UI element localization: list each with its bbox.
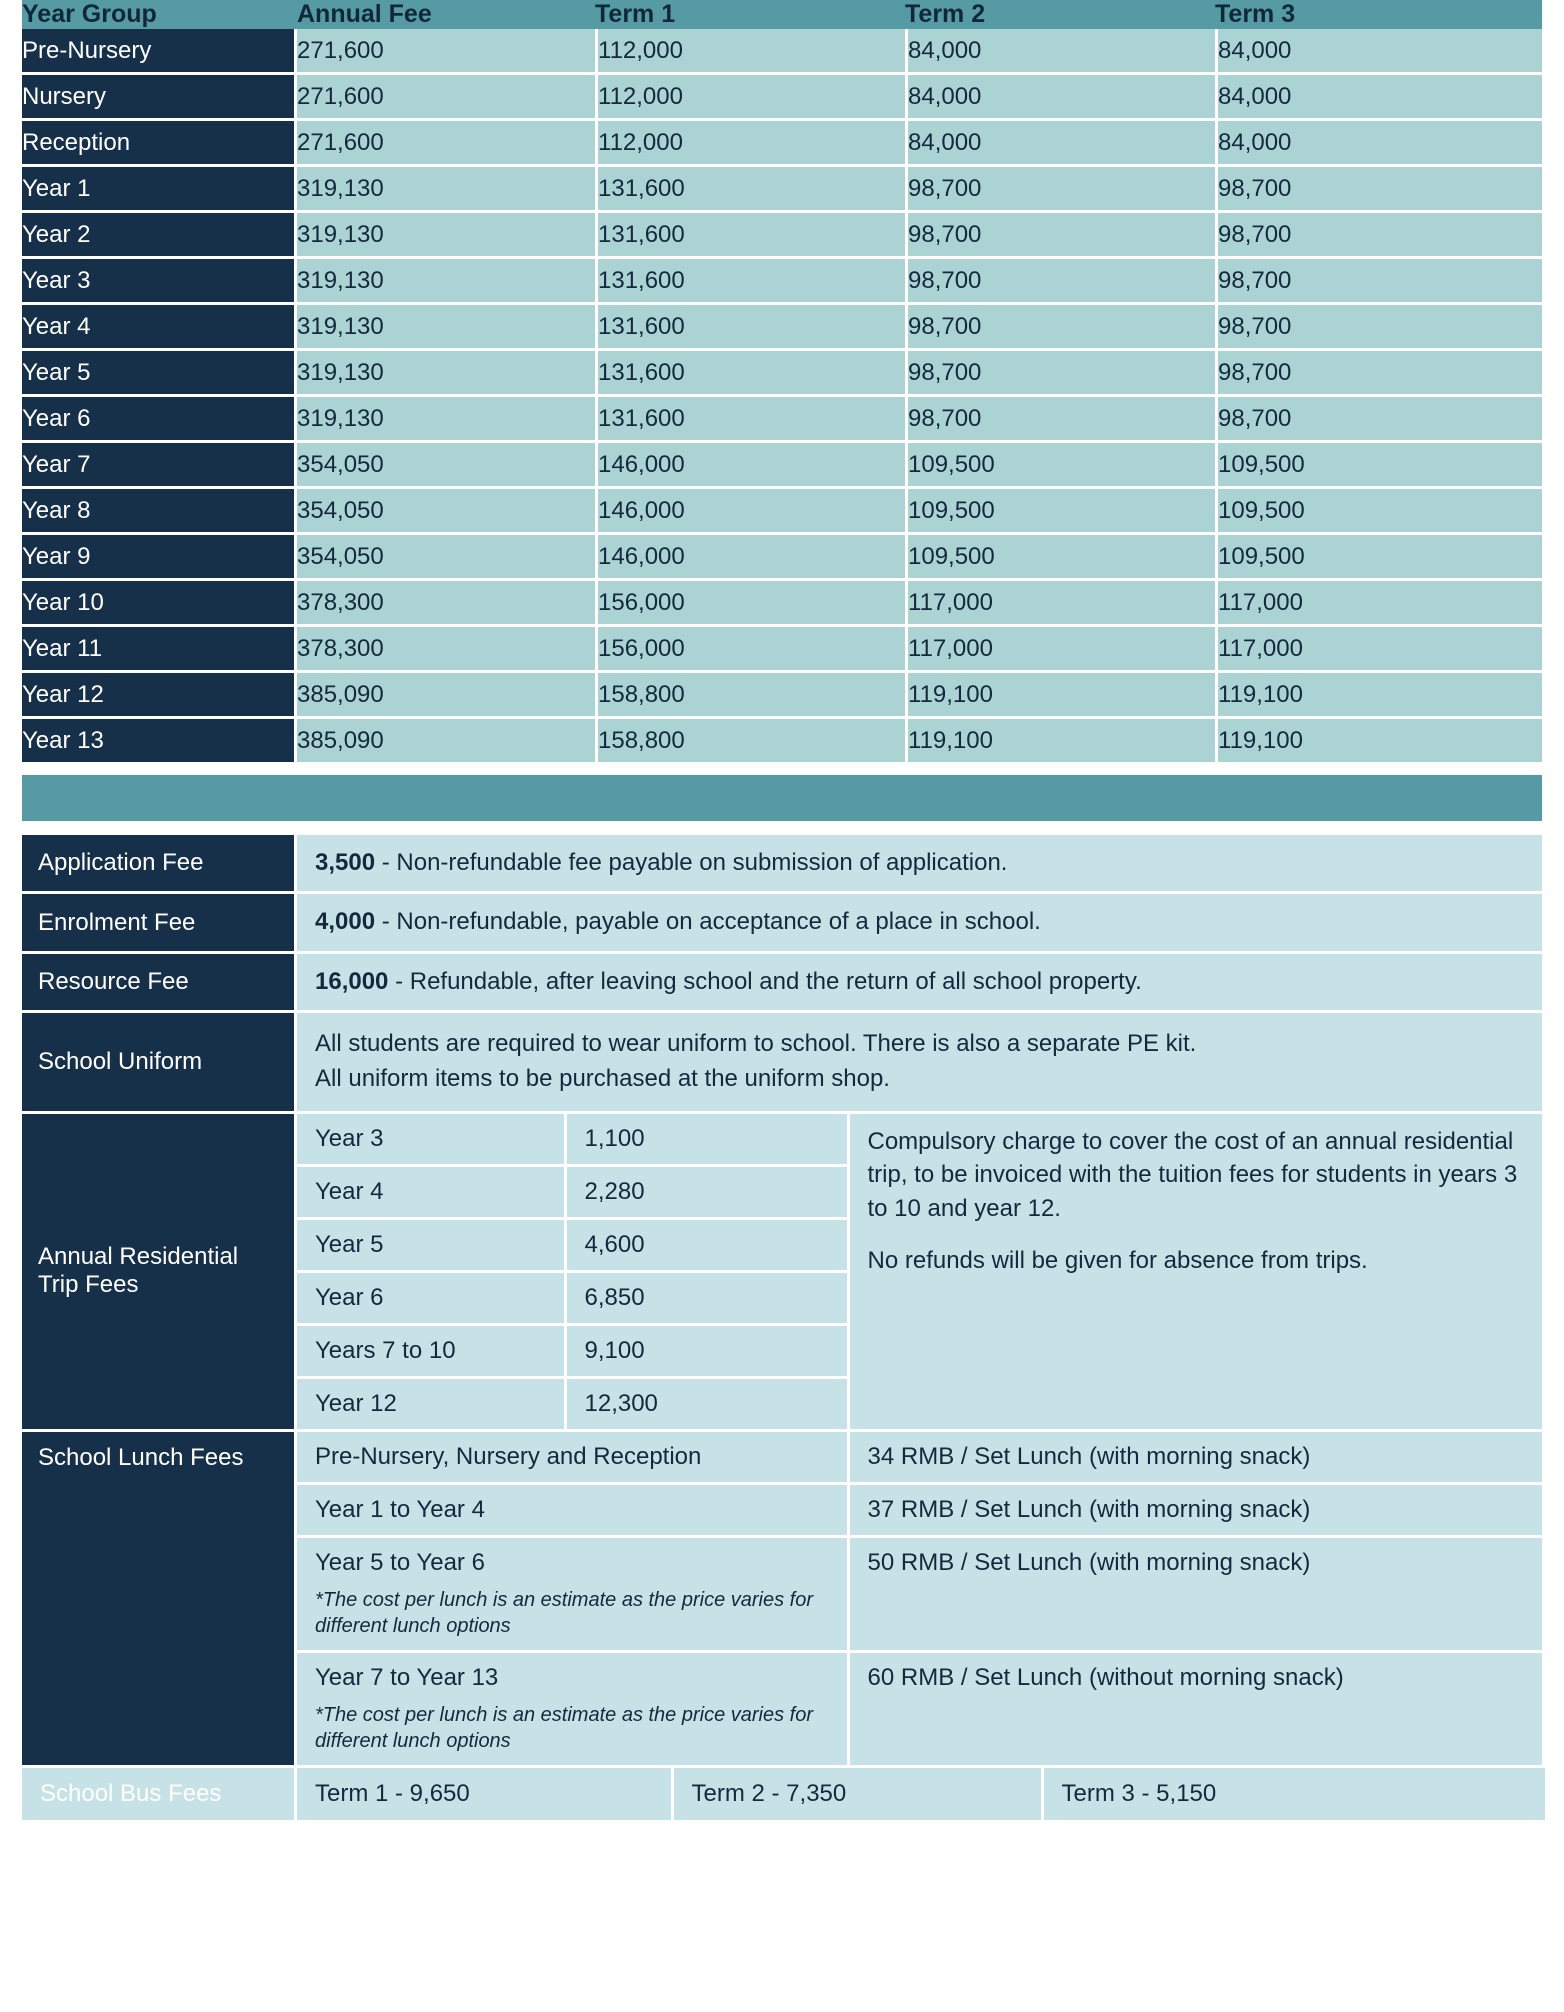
cell-annual-fee: 319,130 (297, 305, 595, 351)
bus-term-1: Term 1 - 9,650 (297, 1768, 672, 1820)
cell-term-3: 98,700 (1215, 397, 1542, 443)
cell-annual-fee: 354,050 (297, 535, 595, 581)
cell-term-1: 156,000 (595, 627, 905, 673)
lunch-price: 50 RMB / Set Lunch (with morning snack) (848, 1536, 1542, 1651)
cell-term-2: 84,000 (905, 29, 1215, 75)
cell-term-1: 131,600 (595, 397, 905, 443)
resource-fee-amount: 16,000 (315, 967, 389, 995)
lunch-row (297, 1483, 1542, 1536)
trip-fee: 1,100 (565, 1114, 848, 1166)
residential-trip-label-text: Annual Residential Trip Fees (38, 1243, 239, 1299)
lunch-year-range (297, 1432, 848, 1484)
cell-term-1: 146,000 (595, 443, 905, 489)
cell-term-3: 119,100 (1215, 673, 1542, 719)
trip-year: Year 5 (297, 1218, 565, 1271)
cell-annual-fee: 271,600 (297, 121, 595, 167)
table-row (22, 397, 1542, 443)
table-row (22, 535, 1542, 581)
header-annual-fee: Annual Fee (297, 0, 595, 29)
row-school-lunch (22, 1432, 1542, 1768)
cell-term-3: 98,700 (1215, 259, 1542, 305)
table-row (22, 673, 1542, 719)
cell-term-2: 109,500 (905, 535, 1215, 581)
table-row (22, 259, 1542, 305)
cell-term-3: 98,700 (1215, 305, 1542, 351)
cell-term-3: 109,500 (1215, 489, 1542, 535)
section-divider-band (22, 775, 1542, 821)
trip-fee: 2,280 (565, 1165, 848, 1218)
cell-year-group: Year 2 (22, 213, 294, 259)
table-row (22, 351, 1542, 397)
lunch-row (297, 1432, 1542, 1484)
school-lunch-grid (297, 1432, 1542, 1765)
table-row (22, 121, 1542, 167)
table-row (22, 167, 1542, 213)
cell-term-2: 98,700 (905, 397, 1215, 443)
cell-term-1: 158,800 (595, 673, 905, 719)
trip-row (297, 1114, 1542, 1166)
row-school-bus (22, 1768, 1542, 1823)
cell-annual-fee: 385,090 (297, 673, 595, 719)
cell-term-2: 98,700 (905, 351, 1215, 397)
school-bus-grid (297, 1768, 1545, 1820)
cell-term-2: 98,700 (905, 305, 1215, 351)
label-application-fee: Application Fee (22, 835, 294, 894)
uniform-line-2: All uniform items to be purchased at the uniform shop. (315, 1064, 890, 1092)
trip-note (848, 1114, 1542, 1429)
cell-term-1: 146,000 (595, 489, 905, 535)
cell-annual-fee: 319,130 (297, 351, 595, 397)
enrolment-fee-amount: 4,000 (315, 908, 376, 936)
cell-term-1: 156,000 (595, 581, 905, 627)
cell-term-1: 131,600 (595, 259, 905, 305)
cell-annual-fee: 354,050 (297, 443, 595, 489)
table-row (22, 29, 1542, 75)
cell-term-2: 84,000 (905, 75, 1215, 121)
cell-annual-fee: 385,090 (297, 719, 595, 765)
cell-term-1: 112,000 (595, 75, 905, 121)
value-school-lunch (294, 1432, 1542, 1768)
cell-term-2: 84,000 (905, 121, 1215, 167)
cell-year-group: Reception (22, 121, 294, 167)
row-enrolment-fee (22, 894, 1542, 953)
label-school-uniform: School Uniform (22, 1013, 294, 1114)
cell-annual-fee: 271,600 (297, 75, 595, 121)
cell-term-3: 84,000 (1215, 75, 1542, 121)
table-row (22, 305, 1542, 351)
value-application-fee (294, 835, 1542, 894)
trip-year: Years 7 to 10 (297, 1324, 565, 1377)
label-residential-trip-fees (22, 1114, 294, 1432)
cell-term-1: 131,600 (595, 167, 905, 213)
cell-term-2: 109,500 (905, 489, 1215, 535)
table-row (22, 213, 1542, 259)
table-row (22, 489, 1542, 535)
table-row (22, 581, 1542, 627)
enrolment-fee-text: - Non-refundable, payable on acceptance of a place in school. (375, 908, 1041, 936)
cell-term-3: 117,000 (1215, 581, 1542, 627)
cell-term-1: 146,000 (595, 535, 905, 581)
cell-annual-fee: 319,130 (297, 397, 595, 443)
application-fee-text: - Non-refundable fee payable on submission of application. (375, 849, 1008, 876)
cell-year-group: Year 4 (22, 305, 294, 351)
row-application-fee (22, 835, 1542, 894)
resource-fee-text: - Refundable, after leaving school and the return of all school property. (388, 967, 1142, 995)
cell-term-1: 131,600 (595, 351, 905, 397)
row-resource-fee (22, 954, 1542, 1013)
lunch-row (297, 1536, 1542, 1651)
school-lunch-label-text: School Lunch Fees (38, 1443, 244, 1471)
cell-term-3: 109,500 (1215, 443, 1542, 489)
cell-term-2: 98,700 (905, 213, 1215, 259)
cell-term-2: 98,700 (905, 167, 1215, 213)
row-school-uniform (22, 1013, 1542, 1114)
cell-term-1: 131,600 (595, 305, 905, 351)
cell-term-1: 131,600 (595, 213, 905, 259)
label-enrolment-fee: Enrolment Fee (22, 894, 294, 953)
residential-trip-grid (297, 1114, 1542, 1429)
cell-term-1: 112,000 (595, 121, 905, 167)
value-resource-fee (294, 954, 1542, 1013)
lunch-range-text: Year 5 to Year 6 (315, 1548, 485, 1576)
bus-term-3: Term 3 - 5,150 (1042, 1768, 1545, 1820)
cell-year-group: Year 12 (22, 673, 294, 719)
lunch-price: 37 RMB / Set Lunch (with morning snack) (848, 1483, 1542, 1536)
table-header-row (22, 0, 1542, 29)
header-term-3: Term 3 (1215, 0, 1542, 29)
value-school-bus (294, 1768, 1542, 1823)
cell-year-group: Year 8 (22, 489, 294, 535)
cell-annual-fee: 271,600 (297, 29, 595, 75)
lunch-estimate-note: *The cost per lunch is an estimate as the price varies for different lunch options (315, 1703, 814, 1752)
label-school-lunch-fees (22, 1432, 294, 1768)
row-residential-trips (22, 1114, 1542, 1432)
cell-year-group: Year 11 (22, 627, 294, 673)
lunch-year-range (297, 1536, 848, 1651)
lunch-row (297, 1651, 1542, 1765)
value-school-uniform (294, 1013, 1542, 1114)
cell-year-group: Nursery (22, 75, 294, 121)
trip-year: Year 3 (297, 1114, 565, 1166)
cell-year-group: Year 3 (22, 259, 294, 305)
cell-term-3: 98,700 (1215, 351, 1542, 397)
additional-fees-table (22, 835, 1542, 1823)
cell-term-2: 119,100 (905, 719, 1215, 765)
header-term-2: Term 2 (905, 0, 1215, 29)
trip-fee: 6,850 (565, 1271, 848, 1324)
lunch-year-range (297, 1483, 848, 1536)
cell-annual-fee: 378,300 (297, 581, 595, 627)
value-enrolment-fee (294, 894, 1542, 953)
uniform-line-1: All students are required to wear uniform to school. There is also a separate PE kit. (315, 1030, 1197, 1058)
cell-annual-fee: 354,050 (297, 489, 595, 535)
lunch-price: 60 RMB / Set Lunch (without morning snack) (848, 1651, 1542, 1765)
trip-year: Year 12 (297, 1377, 565, 1429)
lunch-estimate-note: *The cost per lunch is an estimate as the price varies for different lunch options (315, 1588, 814, 1637)
header-year-group: Year Group (22, 0, 294, 29)
table-row (22, 627, 1542, 673)
trip-note-1: Compulsory charge to cover the cost of an annual residential trip, to be invoiced with the tuition fees for students in years 3 to 10 and year 12. (867, 1127, 1518, 1222)
cell-year-group: Year 9 (22, 535, 294, 581)
cell-term-3: 109,500 (1215, 535, 1542, 581)
cell-term-1: 158,800 (595, 719, 905, 765)
cell-term-2: 117,000 (905, 581, 1215, 627)
cell-year-group: Pre-Nursery (22, 29, 294, 75)
lunch-range-text: Year 1 to Year 4 (315, 1495, 485, 1523)
cell-term-2: 109,500 (905, 443, 1215, 489)
trip-fee: 9,100 (565, 1324, 848, 1377)
cell-term-3: 84,000 (1215, 29, 1542, 75)
cell-term-3: 98,700 (1215, 167, 1542, 213)
header-term-1: Term 1 (595, 0, 905, 29)
cell-term-3: 119,100 (1215, 719, 1542, 765)
lunch-range-text: Year 7 to Year 13 (315, 1663, 499, 1691)
cell-year-group: Year 5 (22, 351, 294, 397)
cell-year-group: Year 1 (22, 167, 294, 213)
trip-note-2: No refunds will be given for absence from trips. (867, 1246, 1368, 1274)
lunch-range-text: Pre-Nursery, Nursery and Reception (315, 1442, 702, 1470)
cell-annual-fee: 319,130 (297, 259, 595, 305)
cell-annual-fee: 319,130 (297, 167, 595, 213)
bus-term-2: Term 2 - 7,350 (672, 1768, 1042, 1820)
trip-year: Year 4 (297, 1165, 565, 1218)
value-residential-trips (294, 1114, 1542, 1432)
lunch-price: 34 RMB / Set Lunch (with morning snack) (848, 1432, 1542, 1484)
label-resource-fee: Resource Fee (22, 954, 294, 1013)
cell-year-group: Year 6 (22, 397, 294, 443)
trip-year: Year 6 (297, 1271, 565, 1324)
cell-term-1: 112,000 (595, 29, 905, 75)
cell-annual-fee: 319,130 (297, 213, 595, 259)
table-row (22, 719, 1542, 765)
cell-term-3: 98,700 (1215, 213, 1542, 259)
cell-year-group: Year 13 (22, 719, 294, 765)
cell-term-3: 117,000 (1215, 627, 1542, 673)
lunch-year-range (297, 1651, 848, 1765)
cell-year-group: Year 10 (22, 581, 294, 627)
cell-term-2: 119,100 (905, 673, 1215, 719)
application-fee-amount: 3,500 (315, 849, 376, 876)
trip-fee: 12,300 (565, 1377, 848, 1429)
cell-term-2: 117,000 (905, 627, 1215, 673)
cell-annual-fee: 378,300 (297, 627, 595, 673)
label-school-bus-fees: School Bus Fees (22, 1768, 294, 1823)
cell-term-3: 84,000 (1215, 121, 1542, 167)
tuition-fee-table (22, 0, 1542, 765)
table-row (22, 75, 1542, 121)
trip-fee: 4,600 (565, 1218, 848, 1271)
cell-term-2: 98,700 (905, 259, 1215, 305)
table-row (22, 443, 1542, 489)
cell-year-group: Year 7 (22, 443, 294, 489)
